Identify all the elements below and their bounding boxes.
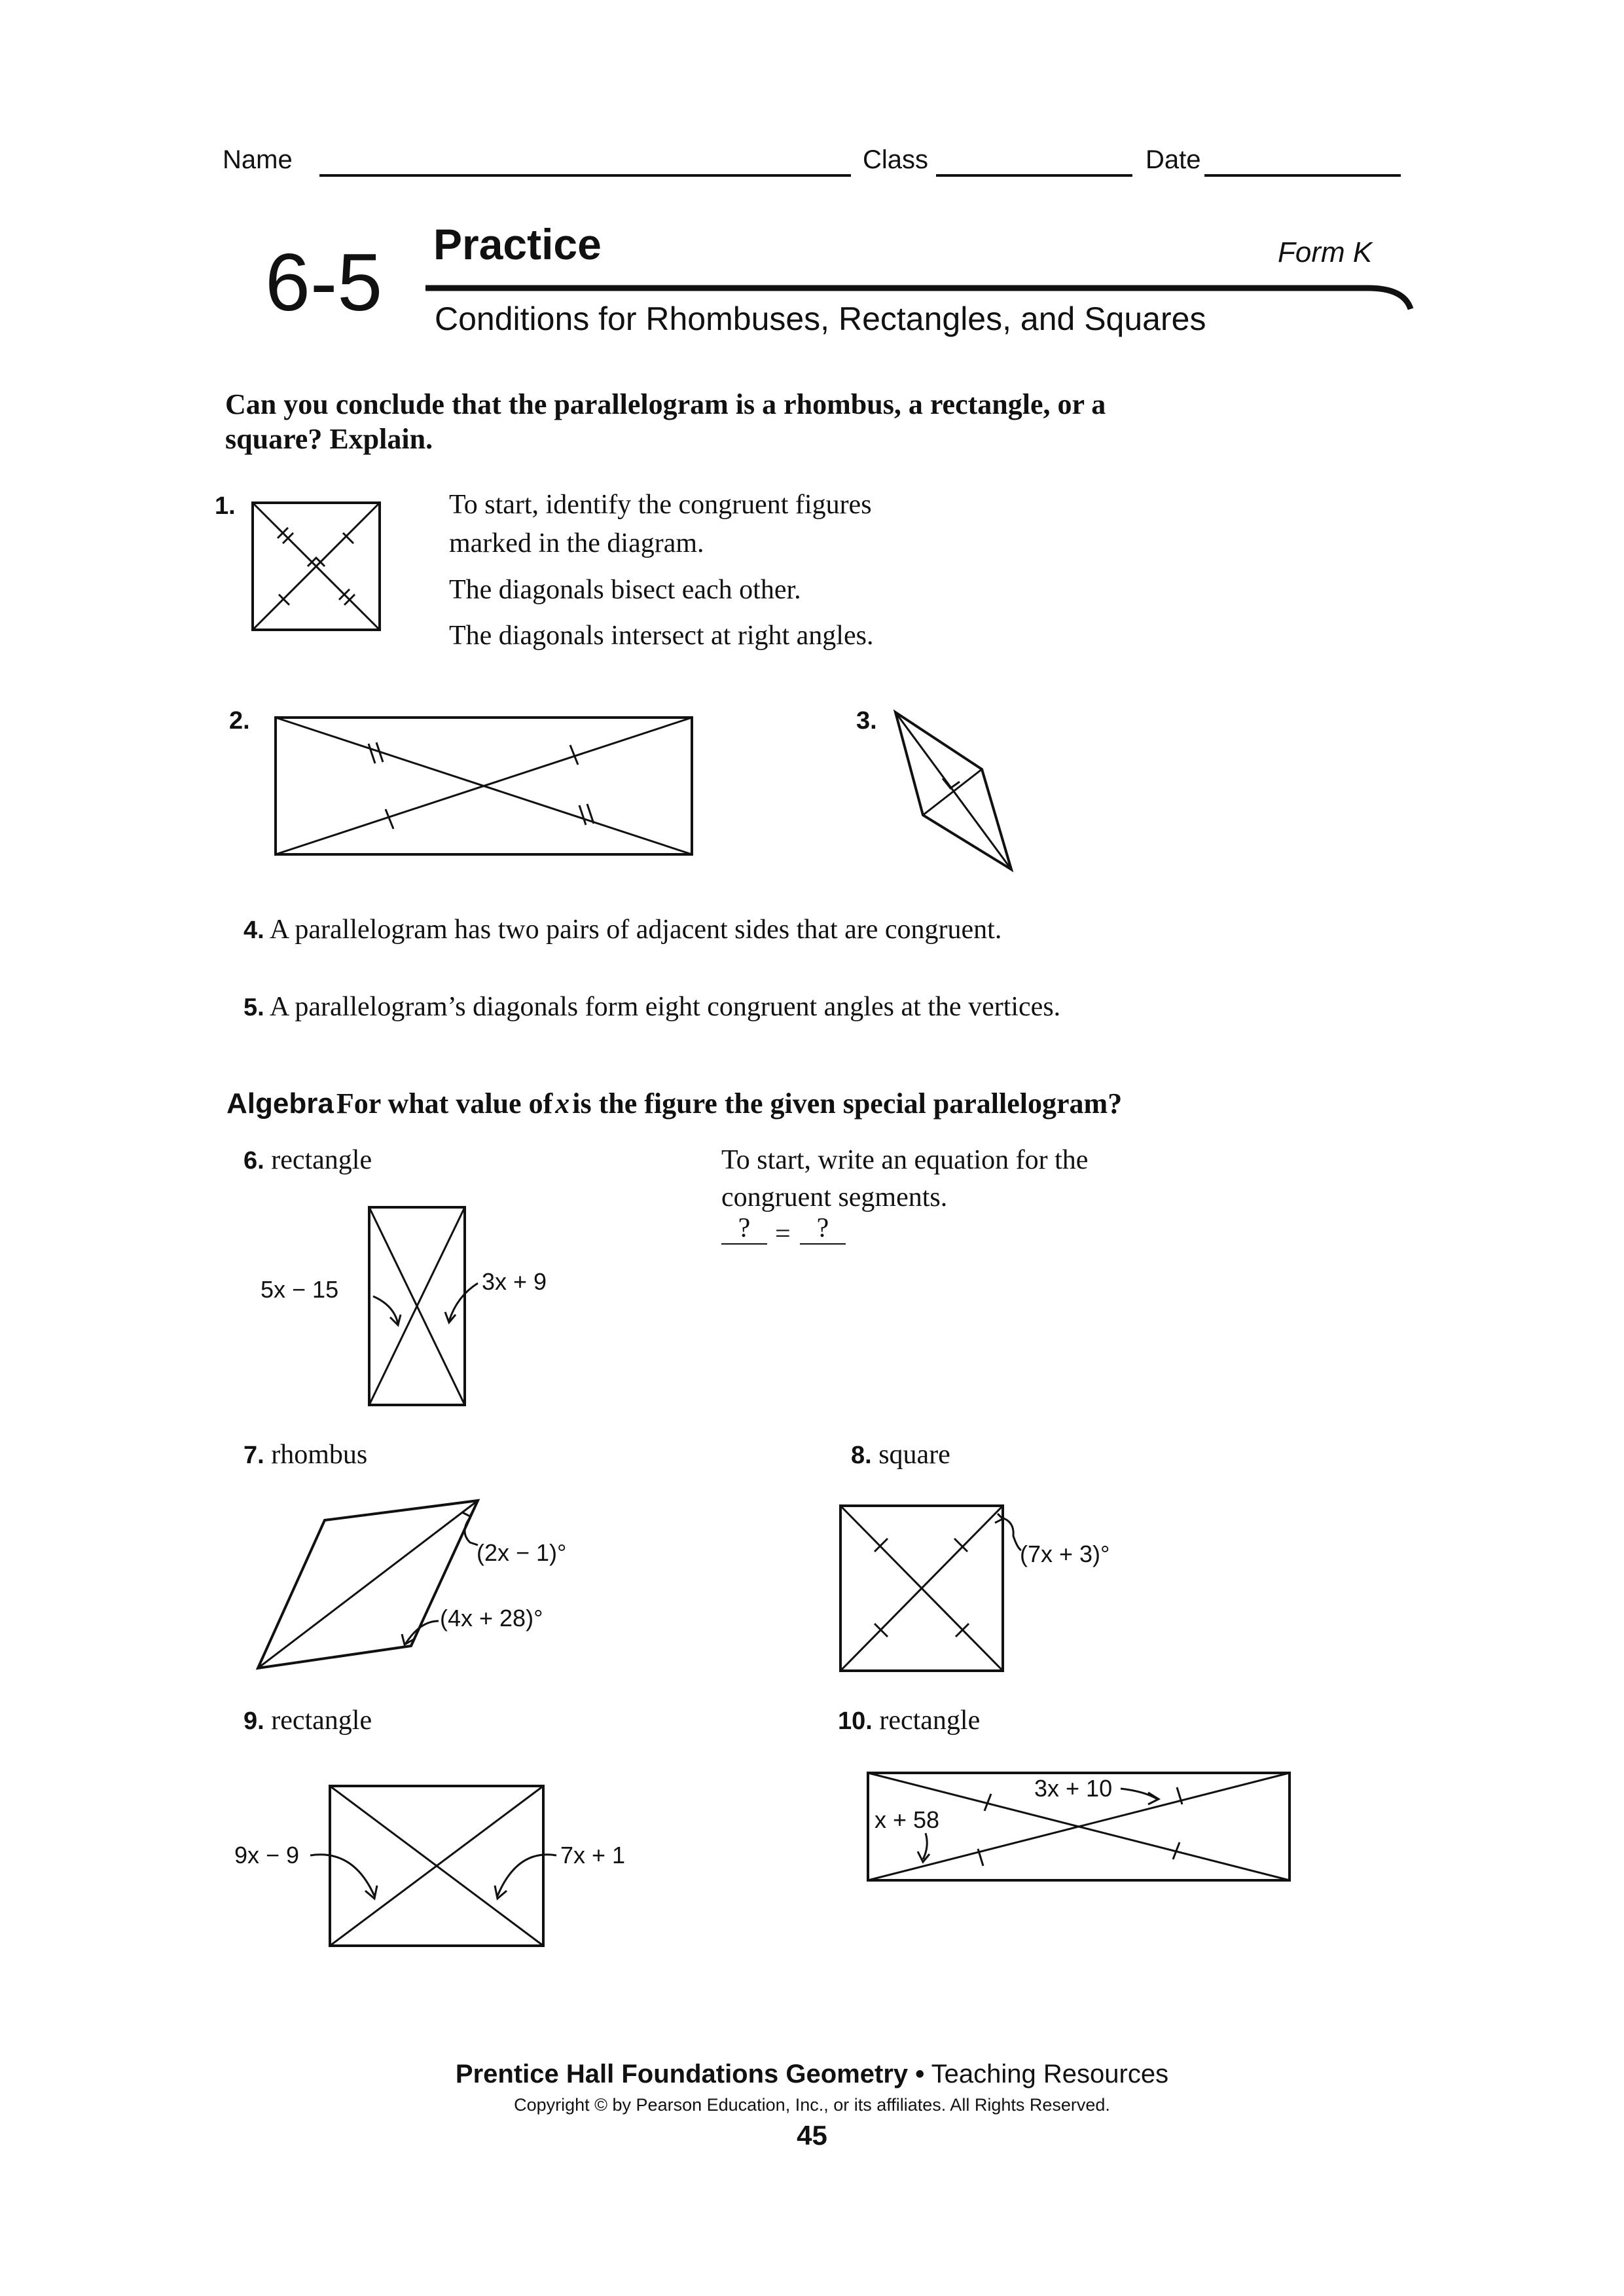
problem-3-rhombus-figure — [890, 707, 1021, 877]
problem-4-number: 4. — [244, 917, 264, 944]
problem-6-label — [244, 1144, 372, 1176]
problem-7-label-top: (2x − 1)° — [477, 1539, 567, 1566]
problem-2-rectangle-figure — [272, 714, 697, 861]
heading-variable: x — [555, 1087, 570, 1120]
problem-9-shape: rectangle — [271, 1705, 372, 1736]
page-number: 45 — [797, 2120, 827, 2151]
problem-9-label — [244, 1705, 372, 1736]
section2-heading — [226, 1087, 1122, 1120]
problem-6-rectangle-figure — [249, 1198, 563, 1408]
problem-1-hint-line-4: The diagonals intersect at right angles. — [449, 621, 874, 651]
problem-7-label-bottom: (4x + 28)° — [440, 1605, 543, 1631]
problem-7-number: 7. — [244, 1442, 264, 1469]
problem-6-label-left: 5x − 15 — [261, 1276, 339, 1303]
problem-9-label-right: 7x + 1 — [560, 1842, 626, 1868]
footer-title-line — [0, 2060, 1624, 2089]
problem-6-number: 6. — [244, 1147, 264, 1175]
date-blank[interactable] — [1204, 174, 1401, 177]
problem-7-label — [244, 1439, 367, 1470]
problem-9-label-left: 9x − 9 — [234, 1842, 300, 1868]
problem-9-number: 9. — [244, 1707, 264, 1735]
section1-instructions — [225, 388, 1106, 457]
footer-copyright: Copyright © by Pearson Education, Inc., or its affiliates. All Rights Reserved. — [514, 2095, 1110, 2115]
problem-8-square-figure — [838, 1503, 1126, 1680]
problem-5-text: A parallelogram’s diagonals form eight congruent angles at the vertices. — [269, 992, 1061, 1022]
problem-6-label-right: 3x + 9 — [482, 1268, 547, 1295]
name-label: Name — [223, 145, 293, 174]
problem-6-equation — [721, 1213, 1088, 1250]
problem-6-hint-line-1: To start, write an equation for the — [721, 1145, 1089, 1175]
problem-10-rectangle-figure — [863, 1768, 1308, 1886]
problem-6-hint — [721, 1142, 1088, 1250]
equation-blank-left[interactable]: ? — [721, 1213, 767, 1245]
problem-1-hint-line-2: marked in the diagram. — [449, 528, 704, 558]
problem-4-text: A parallelogram has two pairs of adjacent sides that are congruent. — [269, 915, 1002, 945]
problem-8-label-angle: (7x + 3)° — [1020, 1540, 1110, 1567]
problem-7-shape: rhombus — [271, 1440, 368, 1470]
form-label: Form K — [1278, 236, 1373, 268]
problem-8-label — [851, 1439, 950, 1470]
equation-equals: = — [775, 1219, 791, 1250]
equation-blank-right[interactable]: ? — [800, 1213, 846, 1245]
date-label: Date — [1146, 145, 1201, 174]
class-blank[interactable] — [936, 174, 1132, 177]
class-label: Class — [863, 145, 929, 174]
page-subtitle: Conditions for Rhombuses, Rectangles, and Squares — [435, 301, 1206, 337]
problem-4 — [244, 914, 1001, 945]
algebra-keyword: Algebra — [226, 1087, 334, 1120]
footer-resource: Teaching Resources — [931, 2060, 1169, 2088]
problem-3-number: 3. — [856, 707, 877, 735]
problem-1-number: 1. — [215, 492, 236, 520]
problem-10-label-left: x + 58 — [875, 1806, 940, 1833]
instructions-line-2: square? Explain. — [225, 422, 433, 455]
heading-text-after: is the figure the given special parallelogram? — [572, 1087, 1123, 1120]
problem-8-number: 8. — [851, 1442, 872, 1469]
problem-10-label — [838, 1705, 980, 1736]
problem-9-rectangle-figure — [229, 1781, 655, 1951]
problem-2-number: 2. — [229, 707, 250, 735]
problem-10-shape: rectangle — [879, 1705, 981, 1736]
problem-7-rhombus-figure — [249, 1493, 615, 1683]
footer-book-title: Prentice Hall Foundations Geometry — [455, 2060, 909, 2088]
problem-10-label-top: 3x + 10 — [1034, 1775, 1113, 1802]
problem-1-hint-line-3: The diagonals bisect each other. — [449, 574, 801, 605]
problem-1-hint-line-1: To start, identify the congruent figures — [449, 490, 872, 520]
page-title: Practice — [433, 220, 602, 268]
problem-6-hint-line-2: congruent segments. — [721, 1182, 948, 1212]
instructions-line-1: Can you conclude that the parallelogram is a rhombus, a rectangle, or a — [225, 388, 1106, 420]
problem-10-number: 10. — [838, 1707, 873, 1735]
name-blank[interactable] — [319, 174, 851, 177]
problem-5-number: 5. — [244, 994, 264, 1021]
problem-1-hint — [449, 486, 873, 655]
lesson-number: 6-5 — [265, 238, 383, 328]
problem-5 — [244, 991, 1060, 1023]
problem-6-shape: rectangle — [271, 1145, 372, 1175]
footer-bullet: • — [915, 2060, 925, 2088]
problem-8-shape: square — [878, 1440, 950, 1470]
problem-1-square-figure — [249, 499, 386, 636]
heading-text-before: For what value of — [336, 1087, 553, 1120]
